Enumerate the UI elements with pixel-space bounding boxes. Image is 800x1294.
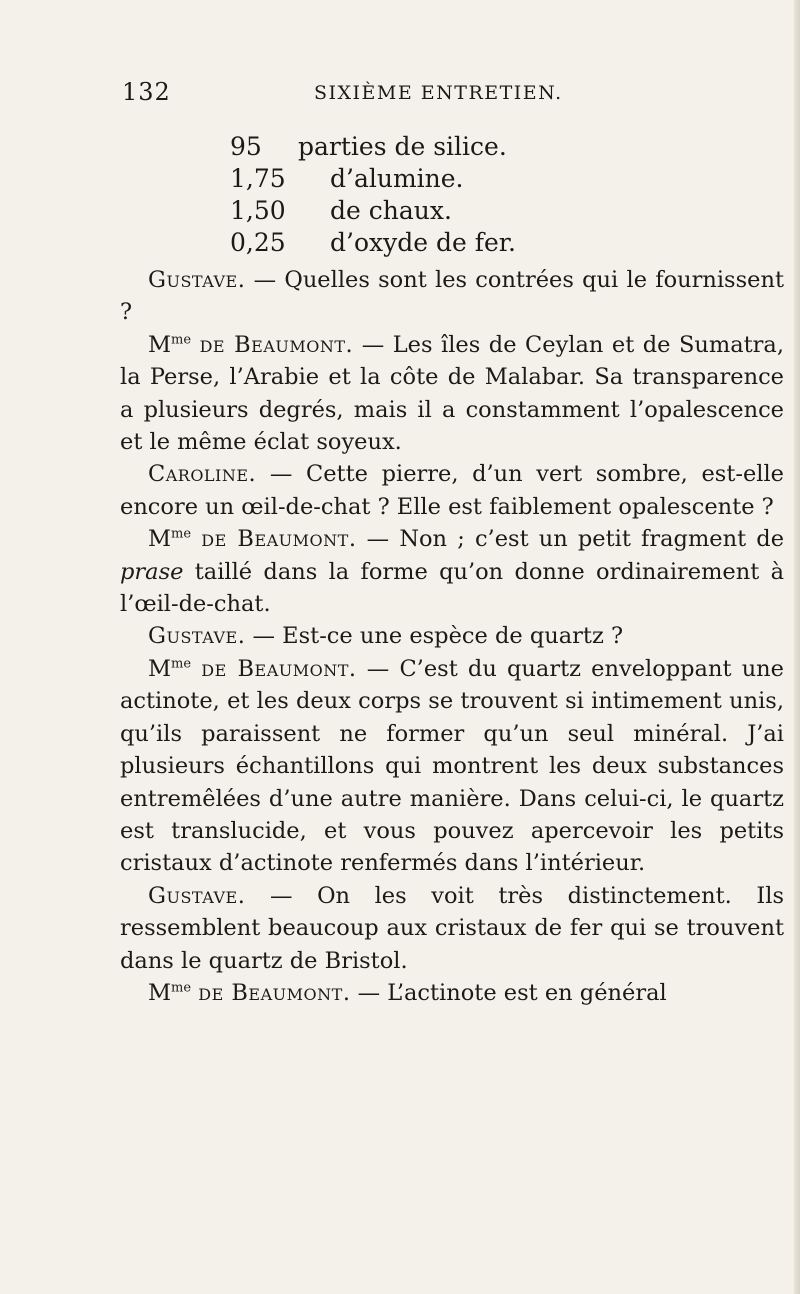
dialogue-line: — Est-ce une espèce de quartz ? <box>252 623 624 650</box>
dialogue-line: — Non ; c’est un petit fragment de <box>366 526 785 553</box>
page-header <box>122 78 642 108</box>
dialogue-line: — C’est du quartz enveloppant une actinote, et les deux corps se trouvent si intimement unis, qu’ils paraissent ne former qu’un seul minéral. J’ai plusieurs échantillons qui montrent les deux substances entremêlées d’une autre manière. Dans celui-ci, le quartz est translucide, et vous pouvez apercevoir les petits cristaux d’actinote renfermés dans l’intérieur. <box>120 655 784 877</box>
speaker-title: M <box>148 655 172 682</box>
dialogue-line: — Quelles sont les contrées qui le fournissent ? <box>120 267 784 326</box>
speaker-title: M <box>148 526 172 553</box>
speaker-name: de Beaumont. <box>201 526 357 553</box>
speaker-title-sup: me <box>171 332 192 348</box>
dialogue-paragraph <box>120 653 784 880</box>
dialogue-line: — On les voit très distinctement. Ils ressemblent beaucoup aux cristaux de fer qui se trouvent dans le quartz de Bristol. <box>120 882 784 974</box>
speaker-name: Gustave. <box>148 882 246 909</box>
italic-term: prase <box>120 558 184 585</box>
page-edge <box>794 0 800 1294</box>
dialogue-paragraph <box>120 264 784 329</box>
composition-label: d’alumine. <box>330 164 464 193</box>
speaker-name: Gustave. <box>148 267 246 293</box>
dialogue-paragraph <box>120 880 784 977</box>
speaker-title-sup: me <box>171 656 192 672</box>
dialogue-line: — L’actinote est en général <box>357 979 667 1006</box>
dialogue-text <box>120 264 784 1009</box>
speaker-title-sup: me <box>171 526 192 542</box>
dialogue-paragraph <box>120 329 784 459</box>
composition-label: parties de silice. <box>298 132 507 161</box>
composition-label: de chaux. <box>330 196 452 225</box>
composition-amount: 1,50 <box>230 196 286 225</box>
speaker-name: de Beaumont. <box>199 331 354 358</box>
running-title: SIXIÈME ENTRETIEN. <box>314 82 563 104</box>
dialogue-line: taillé dans la forme qu’on donne ordinairement à l’œil-de-chat. <box>120 558 784 618</box>
dialogue-line: — Cette pierre, d’un vert sombre, est-elle encore un œil-de-chat ? Elle est faiblement opalescente ? <box>120 461 785 520</box>
speaker-title-sup: me <box>171 980 192 996</box>
dialogue-line: — Les îles de Ceylan et de Sumatra, la Perse, l’Arabie et la côte de Malabar. Sa transparence a plusieurs degrés, mais il a constamment l’opalescence et le même éclat soyeux. <box>120 331 785 456</box>
page-number: 132 <box>122 78 171 106</box>
composition-amount: 0,25 <box>230 228 286 257</box>
speaker-name: Gustave. <box>148 623 246 650</box>
speaker-name: de Beaumont. <box>201 655 357 682</box>
dialogue-paragraph <box>120 620 784 652</box>
composition-amount: 95 <box>230 132 262 161</box>
dialogue-paragraph <box>120 458 784 523</box>
speaker-name: Caroline. <box>148 461 257 488</box>
dialogue-paragraph <box>120 977 784 1009</box>
speaker-name: de Beaumont. <box>198 979 351 1006</box>
speaker-title: M <box>148 331 172 358</box>
composition-amount: 1,75 <box>230 164 286 193</box>
composition-label: d’oxyde de fer. <box>330 228 516 257</box>
speaker-title: M <box>148 979 172 1006</box>
dialogue-paragraph <box>120 523 784 620</box>
